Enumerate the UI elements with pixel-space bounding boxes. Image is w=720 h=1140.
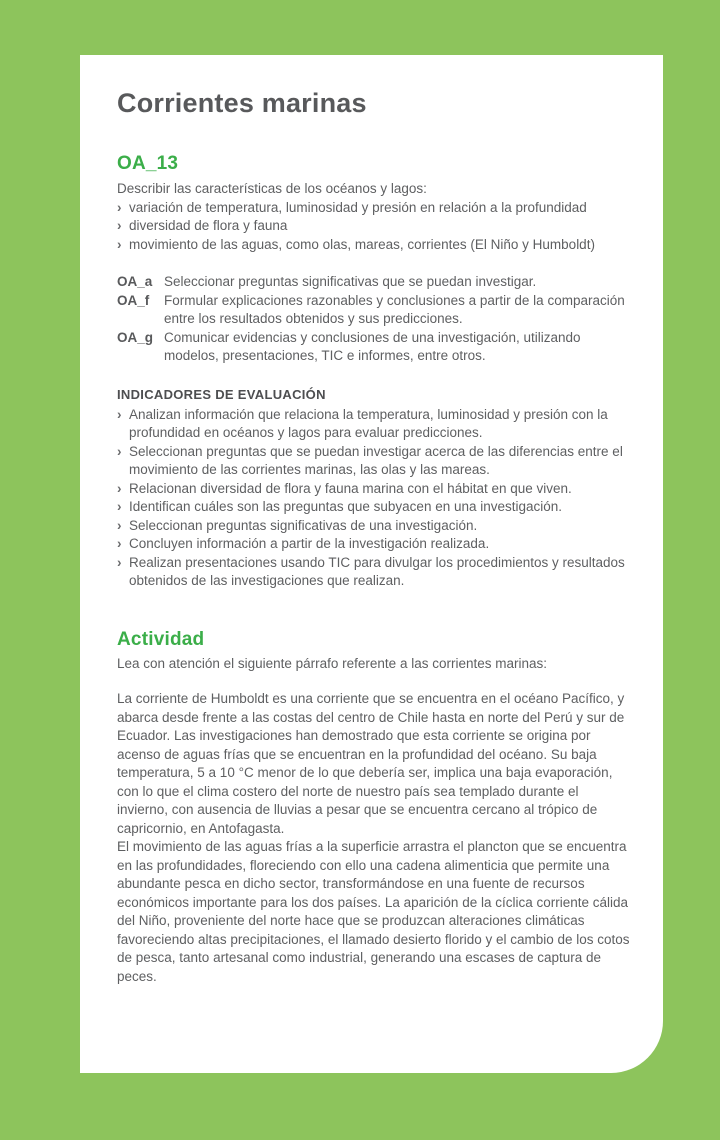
list-item: [117, 517, 631, 536]
objective-code: OA_a: [117, 274, 153, 289]
list-item: [117, 480, 631, 499]
activity-intro: Lea con atención el siguiente párrafo referente a las corrientes marinas:: [117, 655, 547, 671]
list-item: [117, 443, 631, 480]
bullet-chevron-icon: ›: [117, 499, 122, 514]
document-content: [80, 55, 663, 986]
objective-text: Comunicar evidencias y conclusiones de una investigación, utilizando modelos, presentaciones, TIC e informes, entre otros.: [164, 329, 581, 363]
list-item: [117, 217, 631, 236]
list-item: [117, 554, 631, 591]
bullet-chevron-icon: ›: [117, 218, 122, 233]
bullet-chevron-icon: ›: [117, 236, 122, 252]
bullet-chevron-icon: ›: [117, 443, 122, 459]
list-item-text: Realizan presentaciones usando TIC para divulgar los procedimientos y resultados obtenidos de las investigaciones que realizan.: [129, 554, 625, 588]
list-item: [117, 406, 631, 443]
objective-text: Formular explicaciones razonables y conclusiones a partir de la comparación entre los resultados obtenidos y sus predicciones.: [164, 292, 625, 326]
objective-text: Seleccionar preguntas significativas que se puedan investigar.: [164, 274, 537, 289]
list-item: [117, 236, 631, 255]
bullet-chevron-icon: ›: [117, 480, 122, 496]
indicators-list: [117, 406, 631, 591]
list-item: [117, 199, 631, 218]
bullet-chevron-icon: ›: [117, 554, 122, 570]
list-item-text: Seleccionan preguntas que se puedan investigar acerca de las diferencias entre el movimiento de las corrientes marinas, las olas y las mareas.: [129, 443, 623, 477]
bullet-chevron-icon: ›: [117, 199, 122, 215]
bullet-chevron-icon: ›: [117, 536, 122, 551]
page-title: Corrientes marinas: [117, 88, 367, 118]
activity-paragraph: El movimiento de las aguas frías a la superficie arrastra el plancton que se encuentra en las profundidades, floreciendo con ello una cadena alimenticia que permite una abundante pesca en dicho sector, transformándose en una fuente de recursos económicos importante para los dos países. La aparición de la cíclica corriente cálida del Niño, proveniente del norte hace que se produzcan alteraciones climáticas favoreciendo altas precipitaciones, el llamado desierto florido y el cambio de los cotos de pesca, tanto artesanal como industrial, generando una escases de captura de peces.: [117, 839, 630, 984]
objective-code: OA_f: [117, 292, 150, 308]
list-item-text: Analizan información que relaciona la temperatura, luminosidad y presión con la profundidad en océanos y lagos para evaluar predicciones.: [129, 406, 608, 440]
objectives-table: [117, 273, 631, 366]
list-item-text: diversidad de flora y fauna: [129, 218, 288, 233]
list-item: [117, 535, 631, 554]
activity-paragraph: La corriente de Humboldt es una corriente que se encuentra en el océano Pacífico, y abarca desde frente a las costas del centro de Chile hasta en norte del Perú y sur de Ecuador. Las investigaciones han demostrado que esta corriente se origina por acenso de aguas frías que se encuentran en la profundidad del océano. Su baja temperatura, 5 a 10 °C menor de lo que debería ser, implica una baja evaporación, con lo que el clima costero del norte de nuestro país sea templado durante el invierno, con ausencia de lluvias a pesar que se encuentra cercano al trópico de capricornio, en Antofagasta.: [117, 691, 625, 836]
list-item-text: Relacionan diversidad de flora y fauna marina con el hábitat en que viven.: [129, 480, 572, 496]
oa-bullet-list: [117, 199, 631, 255]
objective-code: OA_g: [117, 329, 154, 345]
bullet-chevron-icon: ›: [117, 406, 122, 422]
oa-section-heading: OA_13: [117, 153, 179, 174]
document-card: [80, 55, 663, 1073]
oa-section-intro: Describir las características de los océanos y lagos:: [117, 181, 427, 196]
list-item-text: Identifican cuáles son las preguntas que subyacen en una investigación.: [129, 499, 563, 514]
list-item: [117, 498, 631, 517]
list-item-text: variación de temperatura, luminosidad y presión en relación a la profundidad: [129, 199, 587, 215]
activity-heading: Actividad: [117, 628, 205, 650]
list-item-text: Concluyen información a partir de la investigación realizada.: [129, 536, 490, 551]
list-item-text: movimiento de las aguas, como olas, mareas, corrientes (El Niño y Humboldt): [129, 236, 595, 252]
list-item-text: Seleccionan preguntas significativas de una investigación.: [129, 517, 478, 533]
indicators-heading: INDICADORES DE EVALUACIÓN: [117, 386, 326, 402]
bullet-chevron-icon: ›: [117, 517, 122, 533]
